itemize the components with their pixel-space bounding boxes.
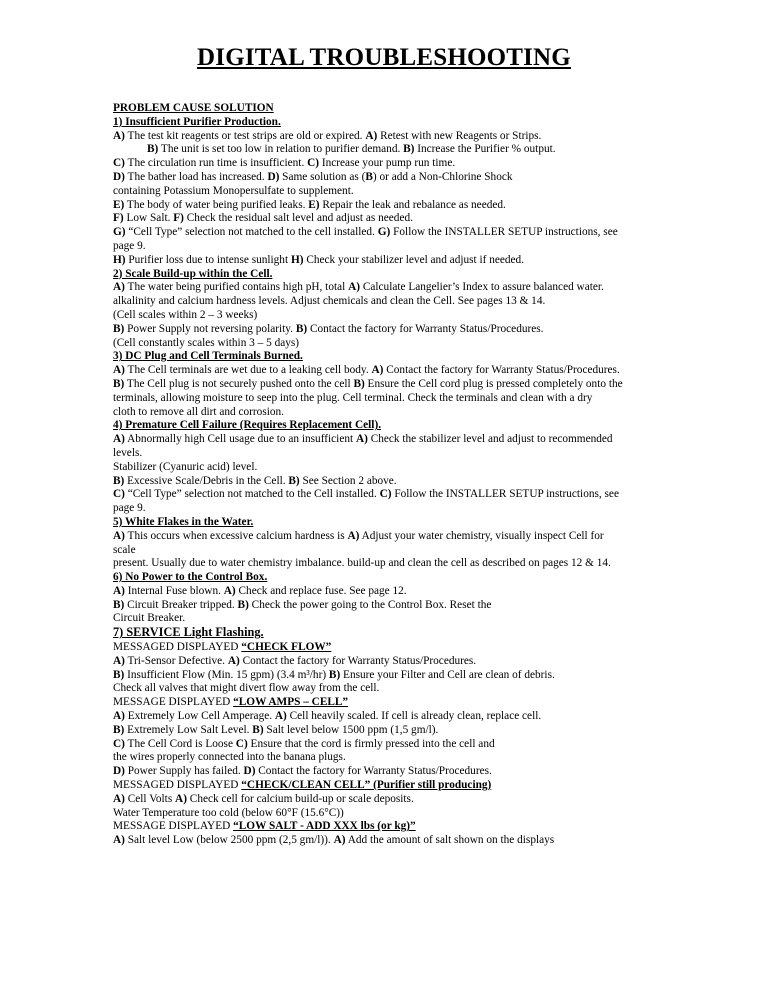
line-text: Extremely Low Salt Level. — [124, 723, 253, 736]
item-letter: B) — [403, 143, 415, 156]
item-letter: C) — [113, 488, 125, 501]
text-line — [113, 820, 658, 834]
text-line — [113, 655, 658, 669]
line-text: cloth to remove all dirt and corrosion. — [113, 405, 284, 418]
text-line — [113, 571, 658, 585]
line-text: Calculate Langelier’s Index to assure balanced water. — [360, 281, 604, 294]
line-text: Contact the factory for Warranty Status/Procedures. — [383, 364, 620, 377]
line-text: Ensure the Cell cord plug is pressed completely onto the — [364, 377, 623, 390]
line-text: Power Supply not reversing polarity. — [124, 322, 296, 335]
text-line — [113, 585, 658, 599]
line-text: MESSAGED DISPLAYED — [113, 779, 242, 792]
item-letter: D) — [243, 765, 256, 778]
section-heading: “CHECK/CLEAN CELL” (Purifier still producing) — [241, 779, 492, 792]
line-text: “Cell Type” selection not matched to the cell installed. — [125, 226, 378, 239]
section-heading: 1) Insufficient Purifier Production. — [113, 115, 281, 128]
item-letter: A) — [348, 281, 361, 294]
line-text: Salt level below 1500 ppm (1,5 gm/l). — [263, 723, 439, 736]
line-text: Retest with new Reagents or Strips. — [377, 129, 542, 142]
item-letter: E) — [308, 198, 320, 211]
text-line — [113, 226, 658, 240]
item-letter: B) — [295, 322, 308, 335]
line-text: Follow the INSTALLER SETUP instructions, see — [390, 226, 618, 239]
text-line — [113, 364, 658, 378]
line-text: Same solution as ( — [279, 170, 366, 183]
item-letter: B) — [237, 598, 249, 611]
section-heading: “LOW SALT - ADD XXX lbs (or kg)” — [233, 820, 416, 833]
text-line — [113, 406, 658, 420]
item-letter: C) — [379, 488, 392, 501]
text-line — [113, 599, 658, 613]
line-text: Cell Volts — [124, 792, 176, 805]
text-line — [113, 199, 658, 213]
item-letter: B) — [113, 377, 125, 390]
section-heading: “CHECK FLOW” — [241, 641, 332, 654]
line-text: Check cell for calcium build-up or scale deposits. — [186, 792, 414, 805]
line-text: Contact the factory for Warranty Status/Procedures. — [307, 322, 544, 335]
section-heading: “LOW AMPS – CELL” — [233, 696, 349, 709]
item-letter: C) — [307, 157, 320, 170]
item-letter: A) — [175, 792, 187, 805]
text-line — [113, 626, 658, 641]
text-line — [113, 738, 658, 752]
text-line — [113, 682, 658, 696]
line-text: Check the residual salt level and adjust as needed. — [183, 212, 413, 225]
line-text: The Cell Cord is Loose — [124, 737, 236, 750]
section-heading: 2) Scale Build-up within the Cell. — [113, 267, 273, 280]
line-text: Check the stabilizer level and adjust to recommended — [367, 433, 613, 446]
line-text: (Cell constantly scales within 3 – 5 days) — [113, 336, 300, 349]
item-letter: A) — [223, 584, 236, 597]
item-letter: H) — [113, 253, 126, 266]
line-text: Tri-Sensor Defective. — [124, 654, 228, 667]
page-title: DIGITAL TROUBLESHOOTING — [197, 44, 571, 71]
item-letter: C) — [235, 737, 248, 750]
item-letter: A) — [227, 654, 240, 667]
text-line — [113, 240, 658, 254]
line-text: Increase your pump run time. — [319, 157, 456, 170]
text-line — [113, 557, 658, 571]
line-text: Contact the factory for Warranty Status/Procedures. — [239, 654, 477, 667]
item-letter: A) — [113, 281, 125, 294]
item-letter: D) — [267, 170, 280, 183]
item-letter: B) — [252, 723, 264, 736]
line-text: Repair the leak and rebalance as needed. — [319, 198, 506, 211]
line-text: The Cell plug is not securely pushed onto the cell — [124, 377, 354, 390]
text-line — [113, 530, 658, 544]
line-text: Check your stabilizer level and adjust if needed. — [303, 253, 525, 266]
section-heading: 6) No Power to the Control Box. — [113, 571, 268, 584]
text-line — [113, 323, 658, 337]
line-text: The water being purified contains high pH, total — [124, 281, 349, 294]
item-letter: C) — [113, 737, 125, 750]
text-line — [113, 641, 658, 655]
text-line — [113, 337, 658, 351]
item-letter: B — [365, 170, 373, 183]
troubleshooting-body — [113, 102, 658, 848]
item-letter: B) — [288, 474, 300, 487]
text-line — [113, 807, 658, 821]
line-text: levels. — [113, 446, 143, 459]
item-letter: A) — [113, 792, 125, 805]
text-line — [113, 350, 658, 364]
line-text: The Cell terminals are wet due to a leaking cell body. — [124, 364, 372, 377]
text-line — [113, 765, 658, 779]
item-letter: A) — [347, 529, 360, 542]
item-letter: A) — [113, 529, 125, 542]
text-line — [113, 696, 658, 710]
text-line — [113, 309, 658, 323]
section-heading: 7) SERVICE Light Flashing. — [113, 625, 264, 640]
line-text: Abnormally high Cell usage due to an insufficient — [124, 433, 356, 446]
line-text: ) or add a Non-Chlorine Shock — [372, 170, 513, 183]
text-line — [113, 281, 658, 295]
text-line — [113, 793, 658, 807]
line-text: Extremely Low Cell Amperage. — [124, 710, 275, 723]
text-line — [113, 254, 658, 268]
item-letter: A) — [365, 129, 378, 142]
text-line — [113, 171, 658, 185]
text-line — [113, 475, 658, 489]
line-text: Ensure your Filter and Cell are clean of debris. — [340, 668, 555, 681]
text-line — [113, 724, 658, 738]
text-line — [113, 295, 658, 309]
line-text: Salt level Low (below 2500 ppm (2,5 gm/l)). — [124, 834, 334, 847]
line-text: Water Temperature too cold (below 60°F (15.6°C)) — [113, 806, 344, 819]
text-line — [113, 130, 658, 144]
line-text: The unit is set too low in relation to purifier demand. — [158, 143, 404, 156]
line-text: See Section 2 above. — [299, 474, 397, 487]
item-letter: B) — [113, 322, 125, 335]
line-text: Power Supply has failed. — [124, 765, 244, 778]
item-letter: B) — [147, 143, 159, 156]
text-line — [113, 419, 658, 433]
item-letter: B) — [353, 377, 365, 390]
text-line — [113, 488, 658, 502]
item-letter: B) — [113, 668, 125, 681]
line-text: Excessive Scale/Debris in the Cell. — [124, 474, 289, 487]
item-letter: A) — [371, 364, 384, 377]
section-heading: 5) White Flakes in the Water. — [113, 515, 254, 528]
item-letter: A) — [113, 433, 125, 446]
line-text: The body of water being purified leaks. — [124, 198, 309, 211]
text-line — [113, 516, 658, 530]
section-heading: 4) Premature Cell Failure (Requires Replacement Cell). — [113, 419, 382, 432]
line-text: The bather load has increased. — [124, 170, 268, 183]
text-line — [113, 392, 658, 406]
item-letter: B) — [113, 723, 125, 736]
line-text: terminals, allowing moisture to seep into the plug. Cell terminal. Check the terminals and clean with a dry — [113, 391, 593, 404]
item-letter: A) — [355, 433, 368, 446]
text-line — [113, 612, 658, 626]
line-text: containing Potassium Monopersulfate to supplement. — [113, 184, 354, 197]
line-text: Ensure that the cord is firmly pressed into the cell and — [247, 737, 495, 750]
line-text: Add the amount of salt shown on the displays — [345, 834, 555, 847]
text-line — [113, 669, 658, 683]
line-text: “Cell Type” selection not matched to the Cell installed. — [124, 488, 380, 501]
line-text: alkalinity and calcium hardness levels. Adjust chemicals and clean the Cell. See pages 13 & 14. — [113, 295, 546, 308]
line-text: Contact the factory for Warranty Status/Procedures. — [255, 765, 492, 778]
item-letter: A) — [333, 834, 346, 847]
line-text: page 9. — [113, 502, 146, 515]
text-line — [113, 447, 658, 461]
text-line — [113, 461, 658, 475]
item-letter: A) — [113, 584, 125, 597]
item-letter: G) — [377, 226, 391, 239]
text-line — [113, 157, 658, 171]
item-letter: A) — [113, 710, 125, 723]
line-text: Cell heavily scaled. If cell is already clean, replace cell. — [286, 710, 542, 723]
text-line — [113, 779, 658, 793]
line-text: page 9. — [113, 239, 146, 252]
line-text: the wires properly connected into the banana plugs. — [113, 751, 346, 764]
line-text: Insufficient Flow (Min. 15 gpm) (3.4 m³/hr) — [124, 668, 329, 681]
item-letter: D) — [113, 170, 125, 183]
item-letter: B) — [113, 474, 125, 487]
item-letter: F) — [173, 212, 184, 225]
text-line — [113, 710, 658, 724]
line-text: Check and replace fuse. See page 12. — [235, 584, 407, 597]
item-letter: E) — [113, 198, 125, 211]
item-letter: A) — [113, 129, 125, 142]
text-line — [113, 834, 658, 848]
text-line — [113, 433, 658, 447]
item-letter: C) — [113, 157, 125, 170]
line-text: This occurs when excessive calcium hardness is — [124, 529, 348, 542]
text-line — [113, 102, 658, 116]
text-line — [113, 751, 658, 765]
text-line — [113, 212, 658, 226]
line-text: Stabilizer (Cyanuric acid) level. — [113, 460, 258, 473]
line-text: Circuit Breaker. — [113, 612, 186, 625]
line-text: present. Usually due to water chemistry imbalance. build-up and clean the cell as described on pages 12 & 14. — [113, 557, 611, 570]
section-heading: 3) DC Plug and Cell Terminals Burned. — [113, 350, 303, 363]
item-letter: A) — [113, 654, 125, 667]
item-letter: D) — [113, 765, 125, 778]
line-text: Purifier loss due to intense sunlight — [125, 253, 291, 266]
text-line — [113, 502, 658, 516]
item-letter: B) — [328, 668, 341, 681]
line-text: Increase the Purifier % output. — [414, 143, 556, 156]
line-text: scale — [113, 543, 136, 556]
line-text: Low Salt. — [123, 212, 174, 225]
line-text: The circulation run time is insufficient. — [124, 157, 308, 170]
line-text: Check the power going to the Control Box. Reset the — [248, 598, 492, 611]
item-letter: G) — [113, 226, 126, 239]
text-line — [113, 544, 658, 558]
line-text: Check all valves that might divert flow away from the cell. — [113, 682, 380, 695]
item-letter: A) — [274, 710, 287, 723]
text-line — [113, 185, 658, 199]
line-text: MESSAGED DISPLAYED — [113, 641, 242, 654]
text-line — [113, 116, 658, 130]
section-heading: PROBLEM CAUSE SOLUTION — [113, 102, 274, 114]
line-text: The test kit reagents or test strips are old or expired. — [124, 129, 366, 142]
text-line — [113, 143, 658, 157]
line-text: MESSAGE DISPLAYED — [113, 820, 234, 833]
line-text: (Cell scales within 2 – 3 weeks) — [113, 308, 258, 321]
item-letter: F) — [113, 212, 124, 225]
item-letter: A) — [113, 364, 125, 377]
item-letter: H) — [290, 253, 304, 266]
line-text: Circuit Breaker tripped. — [124, 598, 238, 611]
line-text: Internal Fuse blown. — [124, 584, 224, 597]
line-text: Adjust your water chemistry, visually inspect Cell for — [359, 529, 604, 542]
text-line — [113, 378, 658, 392]
item-letter: A) — [113, 834, 125, 847]
line-text: Follow the INSTALLER SETUP instructions, see — [391, 488, 619, 501]
line-text: MESSAGE DISPLAYED — [113, 696, 234, 709]
text-line — [113, 268, 658, 282]
item-letter: B) — [113, 598, 125, 611]
